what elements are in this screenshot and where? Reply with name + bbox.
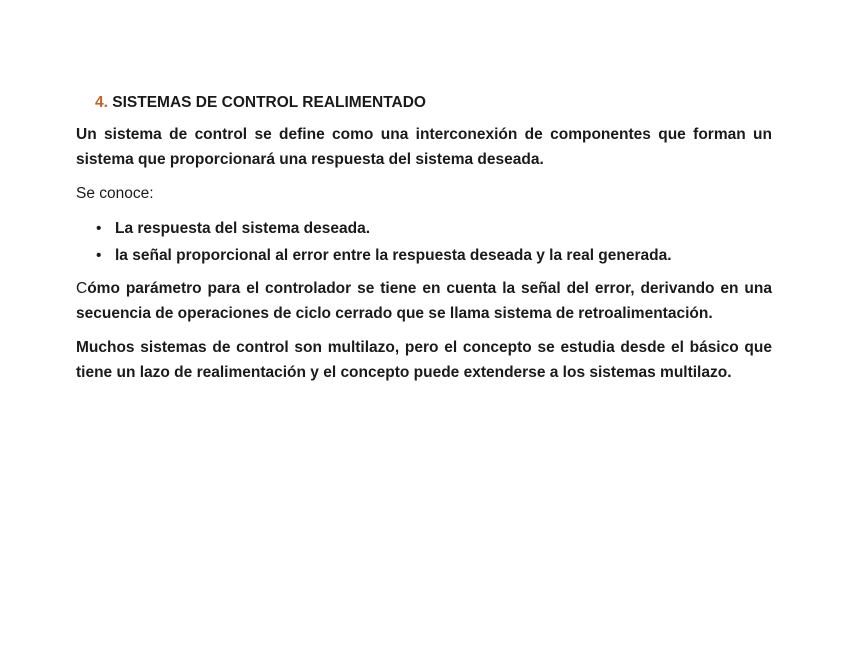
definition-paragraph: Un sistema de control se define como una interconexión de componentes que forman un sistema que proporcionará una respuesta del sistema deseada. xyxy=(76,126,772,168)
known-intro: Se conoce: xyxy=(76,185,154,202)
multiloop-paragraph: Muchos sistemas de control son multilazo, pero el concepto se estudia desde el básico que tiene un lazo de realimentación y el concepto puede extenderse a los sistemas multilazo. xyxy=(76,339,772,381)
parameter-text: ómo parámetro para el controlador se tiene en cuenta la señal del error, derivando en una secuencia de operaciones de ciclo cerrado que se llama sistema de retroalimentación. xyxy=(76,280,772,322)
section-heading xyxy=(95,92,772,114)
list-item xyxy=(96,242,772,269)
section-title: SISTEMAS DE CONTROL REALIMENTADO xyxy=(112,94,426,111)
parameter-paragraph xyxy=(76,276,772,326)
bullet-icon: • xyxy=(96,220,102,237)
list-item-text: la señal proporcional al error entre la respuesta deseada y la real generada. xyxy=(115,247,672,264)
parameter-lead-letter: C xyxy=(76,280,88,297)
list-item xyxy=(96,215,772,242)
document-page xyxy=(76,92,772,394)
list-item-text: La respuesta del sistema deseada. xyxy=(115,220,371,237)
known-list xyxy=(76,215,772,269)
bullet-icon: • xyxy=(96,247,102,264)
section-number: 4. xyxy=(95,94,108,111)
